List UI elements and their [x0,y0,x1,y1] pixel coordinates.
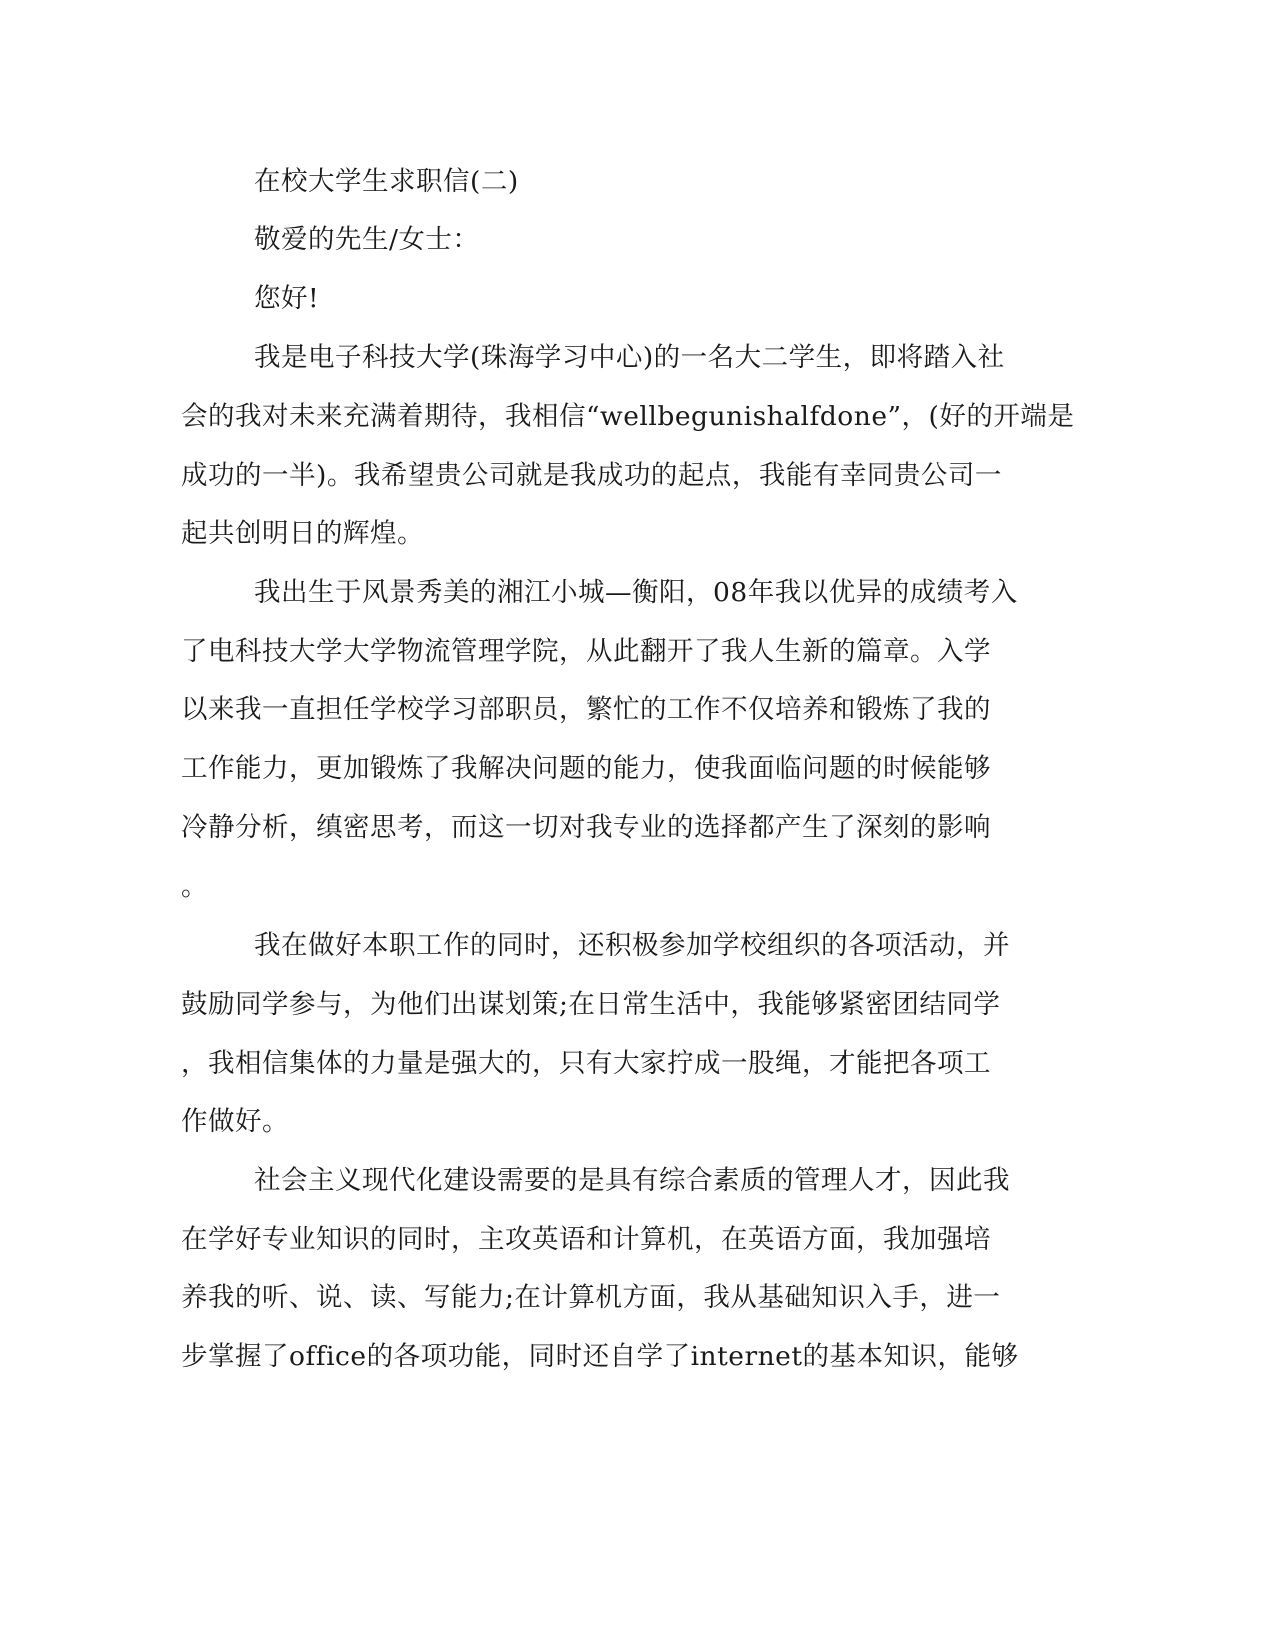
paragraph-line: 鼓励同学参与，为他们出谋划策;在日常生活中，我能够紧密团结同学 [181,989,1001,1020]
paragraph-line: 成功的一半)。我希望贵公司就是我成功的起点，我能有幸同贵公司一 [181,460,1002,491]
paragraph-line: 会的我对未来充满着期待，我相信“wellbegunishalfdone”，(好的开端是 [181,401,1075,432]
paragraph-line: 。 [181,871,208,902]
paragraph-line: 冷静分析，缜密思考，而这一切对我专业的选择都产生了深刻的影响 [181,812,991,843]
paragraph-line: 我出生于风景秀美的湘江小城—衡阳，08年我以优异的成绩考入 [254,577,1018,608]
salutation: 敬爱的先生/女士： [254,224,480,255]
greeting: 您好! [254,283,320,314]
paragraph-line: 社会主义现代化建设需要的是具有综合素质的管理人才，因此我 [254,1165,1010,1196]
paragraph-line: 作做好。 [181,1106,289,1137]
paragraph-line: 起共创明日的辉煌。 [181,518,424,549]
document-title: 在校大学生求职信(二) [254,166,519,197]
paragraph-line: 我是电子科技大学(珠海学习中心)的一名大二学生，即将踏入社 [254,342,1005,373]
paragraph-line: 我在做好本职工作的同时，还积极参加学校组织的各项活动，并 [254,930,1010,961]
paragraph-line: 以来我一直担任学校学习部职员，繁忙的工作不仅培养和锻炼了我的 [181,694,991,725]
paragraph-line: 工作能力，更加锻炼了我解决问题的能力，使我面临问题的时候能够 [181,753,991,784]
paragraph-line: 养我的听、说、读、写能力;在计算机方面，我从基础知识入手，进一 [181,1282,1001,1313]
paragraph-line: 了电科技大学大学物流管理学院，从此翻开了我人生新的篇章。入学 [181,636,991,667]
paragraph-line: 步掌握了office的各项功能，同时还自学了internet的基本知识，能够 [181,1341,1019,1372]
paragraph-line: 在学好专业知识的同时，主攻英语和计算机，在英语方面，我加强培 [181,1224,991,1255]
paragraph-line: ，我相信集体的力量是强大的，只有大家拧成一股绳，才能把各项工 [181,1048,991,1079]
